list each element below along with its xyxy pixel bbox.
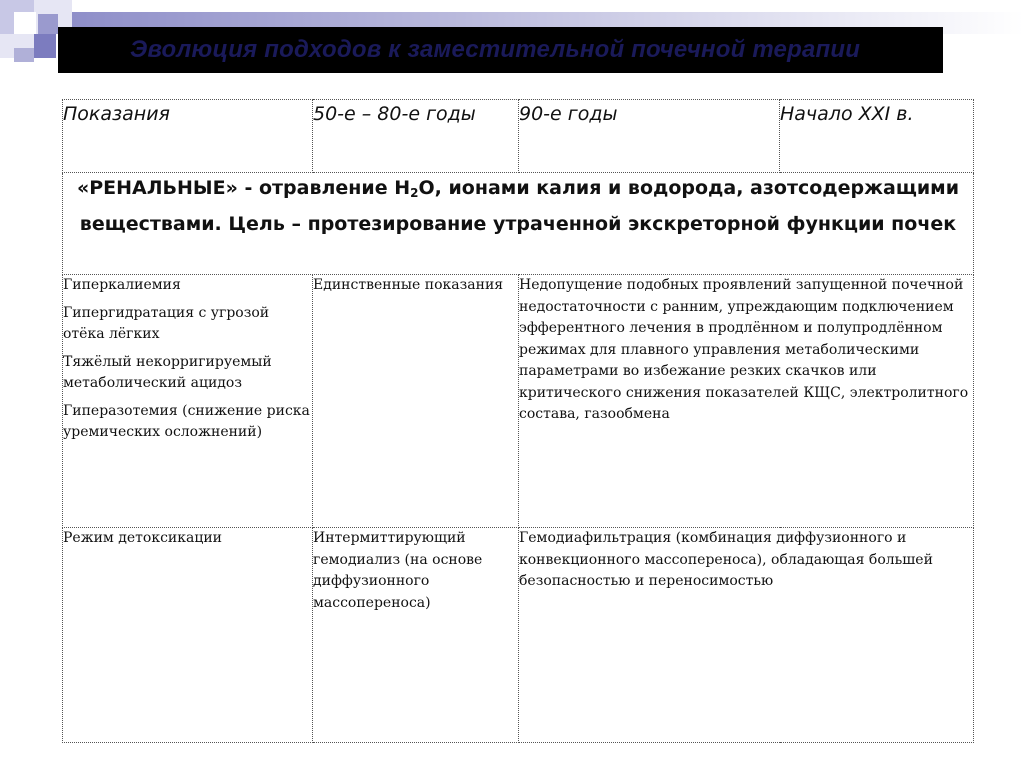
indication-item: Гиперазотемия (снижение риска уремических осложнений) bbox=[63, 402, 310, 440]
table-row bbox=[63, 528, 974, 743]
era-90-cell bbox=[519, 528, 974, 743]
header-indications: Показания bbox=[63, 100, 313, 173]
era-90-text: Недопущение подобных проявлений запущенной почечной недостаточности с ранним, упреждающим подключением эфферентного лечения в продлённом и полупродлённом режимах для плавного управления метаболическими параметрами во избежание резких скачков или критического снижения показателей КЩС, электролитного состава, газообмена bbox=[519, 277, 969, 422]
era-50-80-text: Интермиттирующий гемодиализ (на основе диффузионного массопереноса) bbox=[313, 530, 483, 611]
decor-square bbox=[34, 34, 56, 58]
decor-square bbox=[14, 12, 36, 34]
indication-item: Гипергидратация с угрозой отёка лёгких bbox=[63, 304, 270, 342]
header-50-80: 50-е – 80-е годы bbox=[313, 100, 519, 173]
table-header-row bbox=[63, 100, 974, 173]
era-50-80-text: Единственные показания bbox=[313, 277, 504, 293]
slide-title: Эволюция подходов к заместительной почечной терапии bbox=[130, 36, 861, 63]
table-row bbox=[63, 275, 974, 528]
renal-row-cell bbox=[63, 173, 974, 275]
decor-square bbox=[38, 14, 58, 34]
evolution-table bbox=[62, 99, 974, 743]
indications-cell bbox=[63, 528, 313, 743]
era-50-80-cell bbox=[313, 275, 519, 528]
indication-item: Тяжёлый некорригируемый метаболический ацидоз bbox=[63, 353, 272, 391]
renal-text-suffix: О, ионами калия и водорода, азотсодержащими веществами. Цель – протезирование утраченной экскреторной функции почек bbox=[79, 177, 960, 235]
era-90-cell bbox=[519, 275, 974, 528]
renal-row bbox=[63, 173, 974, 275]
renal-text-subscript: 2 bbox=[410, 186, 419, 200]
indication-item: Гиперкалиемия bbox=[63, 277, 181, 293]
renal-text-prefix: «РЕНАЛЬНЫЕ» - отравление Н bbox=[76, 177, 411, 199]
decor-square bbox=[14, 48, 34, 62]
header-90: 90-е годы bbox=[519, 100, 780, 173]
indications-cell bbox=[63, 275, 313, 528]
indication-item: Режим детоксикации bbox=[63, 530, 223, 546]
header-21-century: Начало XXI в. bbox=[780, 100, 974, 173]
era-50-80-cell bbox=[313, 528, 519, 743]
era-90-text: Гемодиафильтрация (комбинация диффузионного и конвекционного массопереноса), обладающая большей безопасностью и переносимостью bbox=[519, 530, 933, 589]
